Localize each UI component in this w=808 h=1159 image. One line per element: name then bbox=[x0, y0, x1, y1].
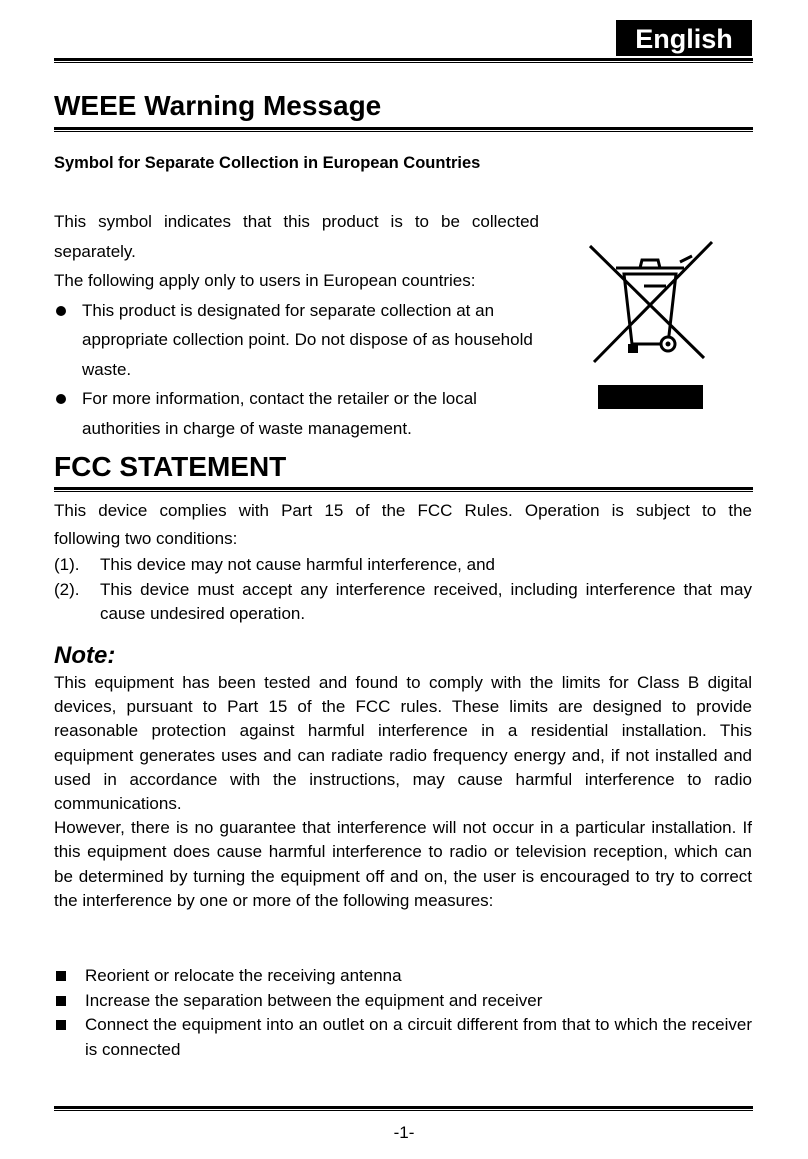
header-rule-thin bbox=[54, 62, 753, 63]
measure-text: Connect the equipment into an outlet on a circuit different from that to which the receiver is connected bbox=[85, 1015, 752, 1059]
fcc-intro-line2: following two conditions: bbox=[54, 529, 238, 548]
measure-text: Increase the separation between the equipment and receiver bbox=[85, 990, 543, 1010]
footer-rule-thin bbox=[54, 1110, 753, 1111]
list-item bbox=[54, 1013, 752, 1062]
weee-intro-line1: This symbol indicates that this product is to be collected bbox=[54, 212, 539, 231]
fcc-condition bbox=[54, 578, 752, 627]
measure-text: Reorient or relocate the receiving antenna bbox=[85, 966, 402, 985]
note-title: Note: bbox=[54, 642, 116, 669]
fcc-condition-text: This device may not cause harmful interference, and bbox=[100, 555, 495, 574]
fcc-title: FCC STATEMENT bbox=[54, 451, 287, 482]
note-paragraph-1: This equipment has been tested and found to comply with the limits for Class B digital devices, pursuant to Part 15 of the FCC rules. These limits are designed to provide reasonable protection against harmful interference in a residential installation. This equipment generates uses and can radiate radio frequency energy and, if not installed and used in accordance with the instructions, may cause harmful interference to radio communications. bbox=[54, 673, 752, 814]
list-item bbox=[54, 989, 752, 1014]
bullet-dot-icon bbox=[56, 394, 66, 404]
weee-body bbox=[54, 207, 539, 443]
fcc-condition-text: This device must accept any interference received, including interference that may cause undesired operation. bbox=[100, 579, 752, 623]
crossed-out-wheelie-bin-icon bbox=[588, 240, 714, 364]
weee-intro-line2: separately. bbox=[54, 241, 136, 261]
weee-title-rule bbox=[54, 127, 753, 130]
page-number: -1- bbox=[393, 1123, 415, 1142]
list-item bbox=[54, 384, 539, 443]
language-tab: English bbox=[616, 20, 752, 56]
weee-bullet-text: This product is designated for separate collection at an appropriate collection point. Do not dispose of as household waste. bbox=[82, 300, 533, 379]
list-item bbox=[54, 964, 752, 989]
bullet-dot-icon bbox=[56, 306, 66, 316]
fcc-condition bbox=[54, 553, 752, 578]
weee-title: WEEE Warning Message bbox=[54, 90, 382, 121]
weee-bullet-text: For more information, contact the retailer or the local authorities in charge of waste management. bbox=[82, 389, 477, 438]
header-rule bbox=[54, 58, 753, 61]
fcc-title-rule bbox=[54, 487, 753, 490]
footer-rule bbox=[54, 1106, 753, 1109]
fcc-condition-number: (1). bbox=[54, 555, 80, 574]
fcc-title-rule-thin bbox=[54, 491, 753, 492]
square-bullet-icon bbox=[56, 971, 66, 981]
fcc-body bbox=[54, 497, 752, 627]
note-body bbox=[54, 671, 752, 913]
list-item bbox=[54, 296, 539, 385]
square-bullet-icon bbox=[56, 996, 66, 1006]
fcc-intro-line1: This device complies with Part 15 of the FCC Rules. Operation is subject to the bbox=[54, 501, 752, 520]
weee-subtitle: Symbol for Separate Collection in European Countries bbox=[54, 154, 481, 172]
symbol-black-bar bbox=[598, 385, 703, 409]
weee-title-rule-thin bbox=[54, 131, 753, 132]
note-paragraph-2: However, there is no guarantee that interference will not occur in a particular installation. If this equipment does cause harmful interference to radio or television reception, which can be determined by turning the equipment off and on, the user is encouraged to try to correct the interference by one or more of the following measures: bbox=[54, 818, 752, 910]
square-bullet-icon bbox=[56, 1020, 66, 1030]
fcc-condition-number: (2). bbox=[54, 579, 80, 599]
measures-list bbox=[54, 964, 752, 1062]
weee-apply-line: The following apply only to users in European countries: bbox=[54, 271, 476, 290]
